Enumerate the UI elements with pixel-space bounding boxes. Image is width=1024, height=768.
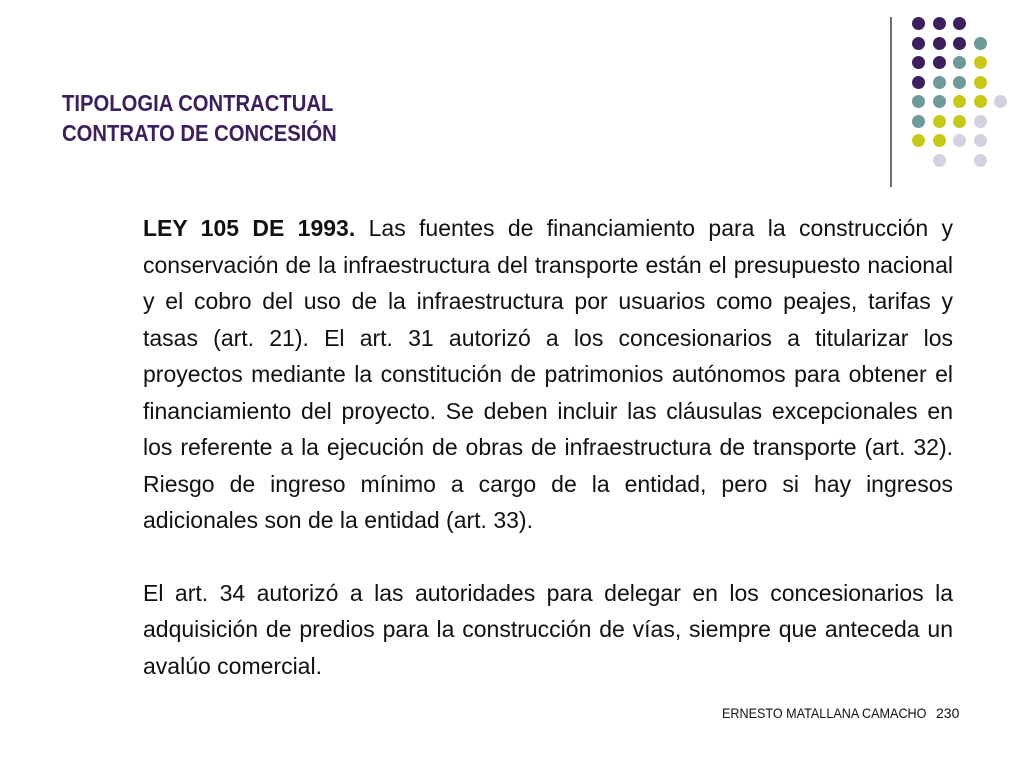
decorative-dot-teal <box>933 76 946 89</box>
decorative-dot-purple <box>933 17 946 30</box>
decorative-dot-yellow <box>953 115 966 128</box>
decorative-dot-teal <box>933 95 946 108</box>
title-line-1: TIPOLOGIA CONTRACTUAL <box>62 90 334 116</box>
vertical-divider-line <box>890 17 892 187</box>
slide-title <box>62 88 731 148</box>
decorative-dot-purple <box>912 37 925 50</box>
law-heading: LEY 105 DE 1993. <box>143 215 356 241</box>
paragraph-art-34-text: El art. 34 autorizó a las autoridades para delegar en los concesionarios la adquisición de predios para la construcción de vías, siempre que anteceda un avalúo comercial. <box>143 579 953 679</box>
decorative-dot-teal <box>953 76 966 89</box>
title-line-2: CONTRATO DE CONCESIÓN <box>62 120 337 146</box>
decorative-dot-yellow <box>974 56 987 69</box>
decorative-dot-purple <box>953 37 966 50</box>
decorative-dot-yellow <box>933 134 946 147</box>
decorative-dot-lavender <box>974 154 987 167</box>
decorative-dot-yellow <box>974 76 987 89</box>
decorative-dot-yellow <box>933 115 946 128</box>
decorative-dot-lavender <box>953 134 966 147</box>
paragraph-art-34 <box>143 575 953 685</box>
page-number: 230 <box>936 705 960 721</box>
decorative-dot-teal <box>912 95 925 108</box>
decorative-dot-purple <box>933 37 946 50</box>
decorative-dot-lavender <box>974 115 987 128</box>
footer-author: ERNESTO MATALLANA CAMACHO <box>722 705 927 721</box>
decorative-dot-lavender <box>994 95 1007 108</box>
decorative-dot-lavender <box>974 134 987 147</box>
decorative-dot-purple <box>933 56 946 69</box>
body-content <box>143 210 953 684</box>
decorative-dot-teal <box>953 56 966 69</box>
decorative-dot-purple <box>912 76 925 89</box>
decorative-dot-yellow <box>953 95 966 108</box>
decorative-dot-teal <box>912 115 925 128</box>
decorative-dot-yellow <box>974 95 987 108</box>
paragraph-law-105 <box>143 210 953 539</box>
paragraph-law-105-text: Las fuentes de financiamiento para la construcción y conservación de la infraestructura del transporte están el presupuesto nacional y el cobro del uso de la infraestructura por usuarios como peajes, tarifas y tasas (art. 21). El art. 31 autorizó a los concesionarios a titularizar los proyectos mediante la constitución de patrimonios autónomos para obtener el financiamiento del proyecto. Se deben incluir las cláusulas excepcionales en los referente a la ejecución de obras de infraestructura de transporte (art. 32). Riesgo de ingreso mínimo a cargo de la entidad, pero si hay ingresos adicionales son de la entidad (art. 33). <box>143 215 954 533</box>
decorative-dot-yellow <box>912 134 925 147</box>
decorative-dot-lavender <box>933 154 946 167</box>
decorative-dot-purple <box>912 56 925 69</box>
decorative-dot-teal <box>974 37 987 50</box>
decorative-dot-purple <box>912 17 925 30</box>
decorative-dot-purple <box>953 17 966 30</box>
